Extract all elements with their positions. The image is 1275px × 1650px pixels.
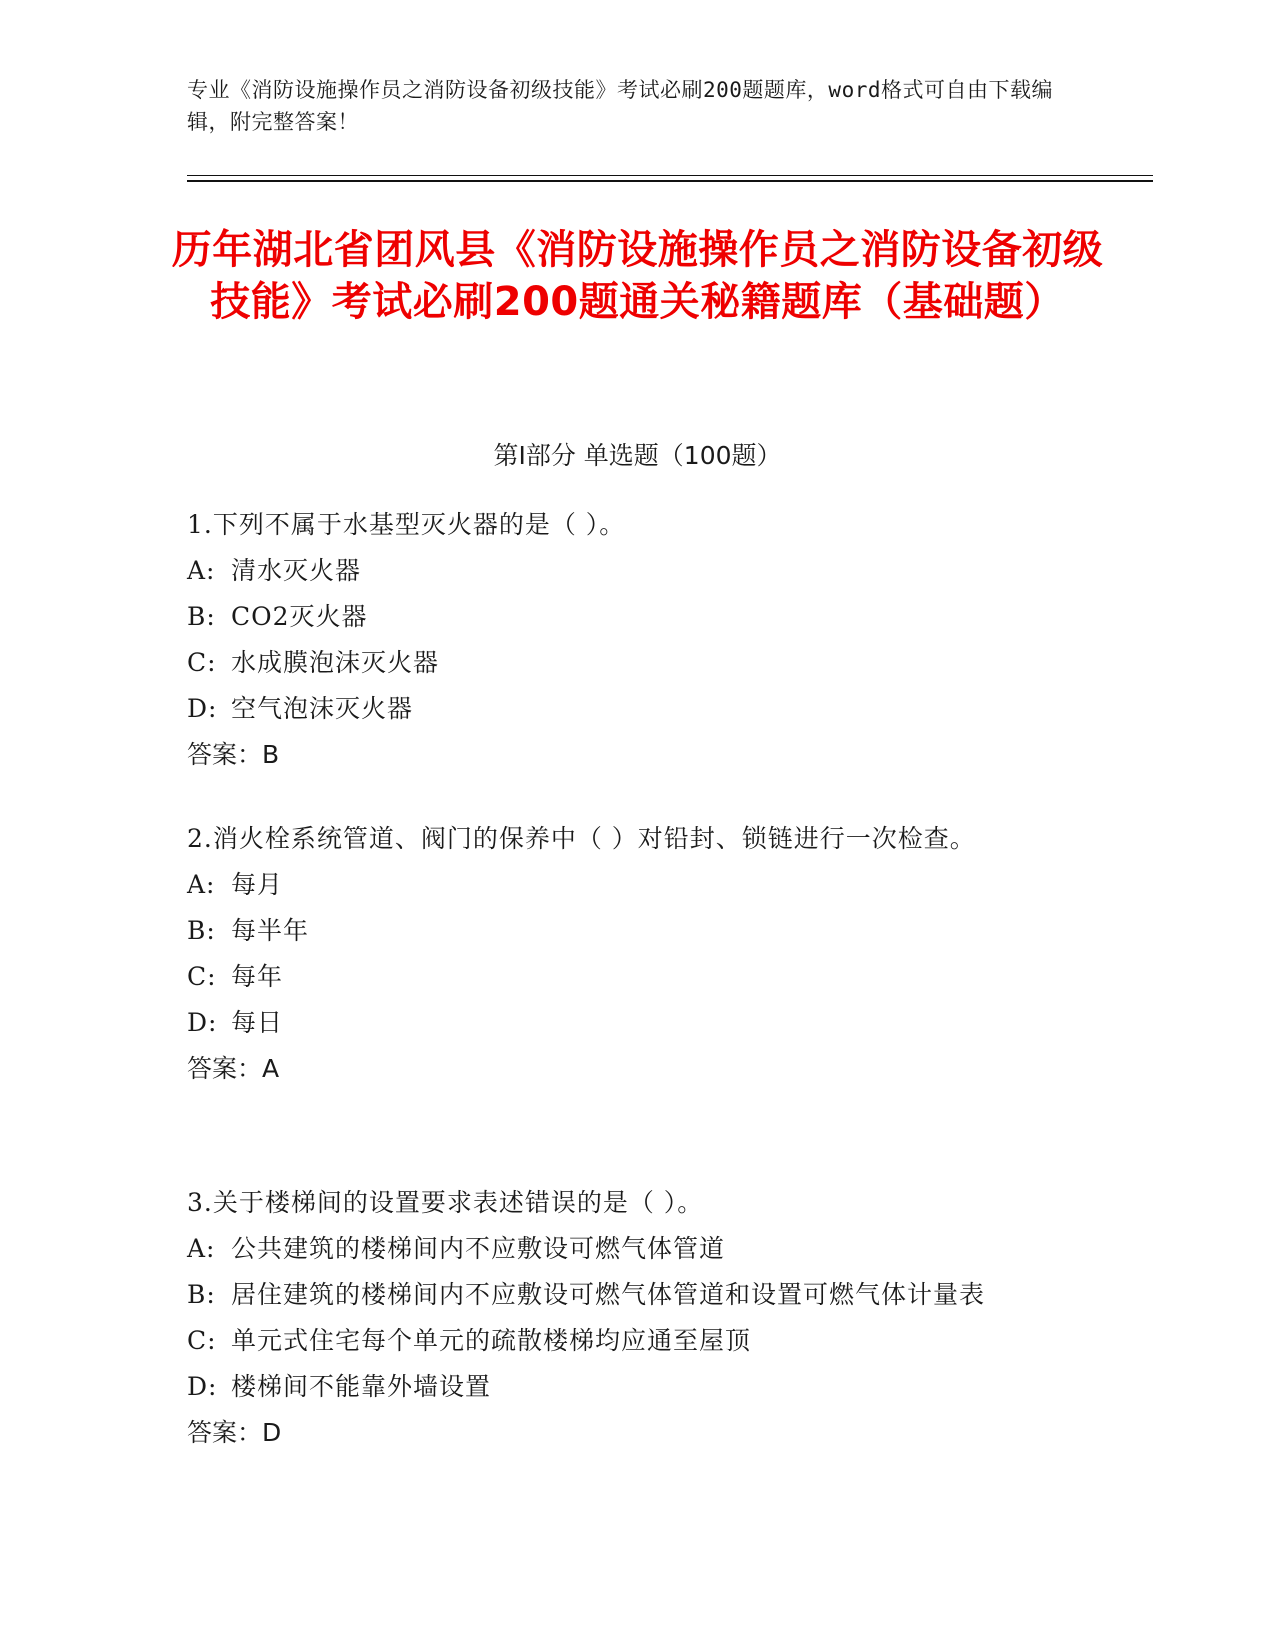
option-text: 每年 (231, 962, 284, 991)
option-label: C: (187, 962, 217, 991)
option-b (187, 908, 1067, 954)
option-b (187, 1272, 1067, 1318)
option-text: 空气泡沫灭火器 (231, 694, 414, 723)
option-a (187, 862, 1067, 908)
option-d (187, 686, 1067, 732)
option-label: A: (187, 870, 216, 899)
header-divider-thick (187, 180, 1153, 182)
option-text: 楼梯间不能靠外墙设置 (231, 1372, 492, 1401)
question-stem: 1.下列不属于水基型灭火器的是（ ）。 (187, 510, 626, 539)
option-text: 清水灭火器 (231, 556, 362, 585)
option-label: A: (187, 556, 216, 585)
option-text: 单元式住宅每个单元的疏散楼梯均应通至屋顶 (231, 1326, 752, 1355)
option-label: C: (187, 648, 217, 677)
option-label: A: (187, 1234, 216, 1263)
option-label: B: (187, 602, 216, 631)
option-text: 居住建筑的楼梯间内不应敷设可燃气体管道和设置可燃气体计量表 (231, 1280, 986, 1309)
option-c (187, 640, 1067, 686)
answer: 答案：D (187, 1418, 282, 1447)
answer: 答案：B (187, 740, 280, 769)
answer: 答案：A (187, 1054, 280, 1083)
question-1 (187, 502, 1067, 778)
option-a (187, 548, 1067, 594)
section-heading: 第Ⅰ部分 单选题（100题） (493, 441, 782, 470)
option-text: 每月 (231, 870, 284, 899)
option-label: D: (187, 1008, 218, 1037)
header-divider (187, 175, 1153, 176)
option-text: 公共建筑的楼梯间内不应敷设可燃气体管道 (231, 1234, 726, 1263)
document-title: 历年湖北省团风县《消防设施操作员之消防设备初级技能》考试必刷200题通关秘籍题库（基础题） (171, 227, 1104, 325)
option-d (187, 1364, 1067, 1410)
header-note: 专业《消防设施操作员之消防设备初级技能》考试必刷200题题库，word格式可自由下载编辑，附完整答案！ (187, 78, 1053, 134)
option-text: 每日 (231, 1008, 284, 1037)
option-text: 每半年 (231, 916, 310, 945)
option-d (187, 1000, 1067, 1046)
option-a (187, 1226, 1067, 1272)
option-label: B: (187, 1280, 216, 1309)
question-stem: 3.关于楼梯间的设置要求表述错误的是（ ）。 (187, 1188, 704, 1217)
question-3 (187, 1180, 1067, 1456)
question-2 (187, 816, 1067, 1092)
option-c (187, 1318, 1067, 1364)
option-label: B: (187, 916, 216, 945)
option-label: D: (187, 1372, 218, 1401)
option-text: 水成膜泡沫灭火器 (231, 648, 440, 677)
option-label: D: (187, 694, 218, 723)
option-b (187, 594, 1067, 640)
question-stem: 2.消火栓系统管道、阀门的保养中（ ）对铅封、锁链进行一次检查。 (187, 824, 976, 853)
option-text: CO2灭火器 (231, 602, 368, 631)
option-c (187, 954, 1067, 1000)
option-label: C: (187, 1326, 217, 1355)
